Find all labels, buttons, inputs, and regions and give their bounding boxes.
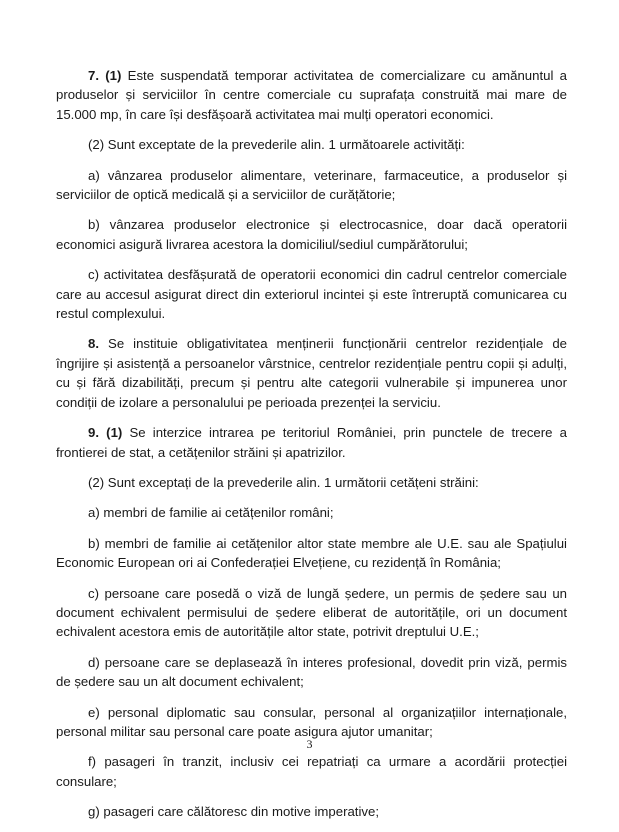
paragraph-9-2-d xyxy=(56,653,567,692)
paragraph-9-2 xyxy=(56,473,567,492)
article-number: 9. (1) xyxy=(88,425,123,441)
paragraph-9-2-e xyxy=(56,703,567,742)
document-body xyxy=(56,66,567,832)
paragraph-text: (2) Sunt exceptați de la prevederile alin. 1 următorii cetățeni străini: xyxy=(88,474,479,490)
paragraph-9-2-c xyxy=(56,584,567,642)
paragraph-9-2-f xyxy=(56,752,567,791)
paragraph-9-2-b xyxy=(56,534,567,573)
paragraph-text: Este suspendată temporar activitatea de comercializare cu amănuntul a produselor și serviciilor în centre comerciale cu suprafața construită mai mare de 15.000 mp, în care își desfășoară activitatea mai mulți operatori economici. xyxy=(56,68,568,122)
article-number: 7. (1) xyxy=(88,68,122,83)
paragraph-text: b) membri de familie ai cetățenilor altor state membre ale U.E. sau ale Spațiului Economic European ori ai Confederației Elvețiene, cu rezidență în România; xyxy=(56,535,567,571)
paragraph-text: Se interzice intrarea pe teritoriul României, prin punctele de trecere a frontierei de stat, a cetățenilor străini și apatrizilor. xyxy=(56,425,568,460)
paragraph-text: g) pasageri care călătoresc din motive imperative; xyxy=(88,804,379,820)
paragraph-text: c) persoane care posedă o viză de lungă ședere, un permis de ședere sau un document echivalent permisului de ședere eliberat de autoritățile, ori un document echivalent acestora emis de autoritățile altor state, potrivit dreptului U.E.; xyxy=(56,585,567,640)
paragraph-7-2-b xyxy=(56,215,567,254)
paragraph-text: f) pasageri în tranzit, inclusiv cei repatriați ca urmare a acordării protecției consulare; xyxy=(56,754,567,789)
paragraph-text: d) persoane care se deplasează în interes profesional, dovedit prin viză, permis de ședere sau un alt document echivalent; xyxy=(56,654,567,690)
page-number: 3 xyxy=(306,737,313,751)
paragraph-7-2-c xyxy=(56,265,567,323)
paragraph-text: a) membri de familie ai cetățenilor români; xyxy=(88,505,334,521)
paragraph-text: (2) Sunt exceptate de la prevederile alin. 1 următoarele activități: xyxy=(88,137,465,153)
paragraph-9-2-a xyxy=(56,503,567,522)
paragraph-9-2-g xyxy=(56,802,567,821)
paragraph-7-2 xyxy=(56,135,567,154)
paragraph-8 xyxy=(56,334,567,412)
paragraph-text: a) vânzarea produselor alimentare, veterinare, farmaceutice, a produselor și serviciilor de optică medicală și a serviciilor de curățătorie; xyxy=(56,167,567,203)
paragraph-text: e) personal diplomatic sau consular, personal al organizațiilor internaționale, personal militar sau personal care poate asigura ajutor umanitar; xyxy=(56,704,567,739)
article-number: 8. xyxy=(88,336,99,352)
paragraph-text: c) activitatea desfășurată de operatorii economici din cadrul centrelor comerciale care au accesul asigurat direct din exteriorul incintei și este întreruptă comunicarea cu restul complexului. xyxy=(56,267,567,322)
paragraph-7-1 xyxy=(56,66,567,124)
paragraph-7-2-a xyxy=(56,166,567,205)
paragraph-9-1 xyxy=(56,423,567,462)
paragraph-text: Se instituie obligativitatea menținerii funcționării centrelor rezidențiale de îngrijire și asistență a persoanelor vârstnice, centrelor rezidențiale pentru copii și adulți, cu și fără dizabilități, precum și pentru alte categorii vulnerabile și impunerea unor condiții de izolare a personalului pe perioada prezenței la serviciu. xyxy=(56,336,567,410)
paragraph-text: b) vânzarea produselor electronice și electrocasnice, doar dacă operatorii economici asigură livrarea acestora la domiciliul/sediul cumpărătorului; xyxy=(56,217,567,252)
